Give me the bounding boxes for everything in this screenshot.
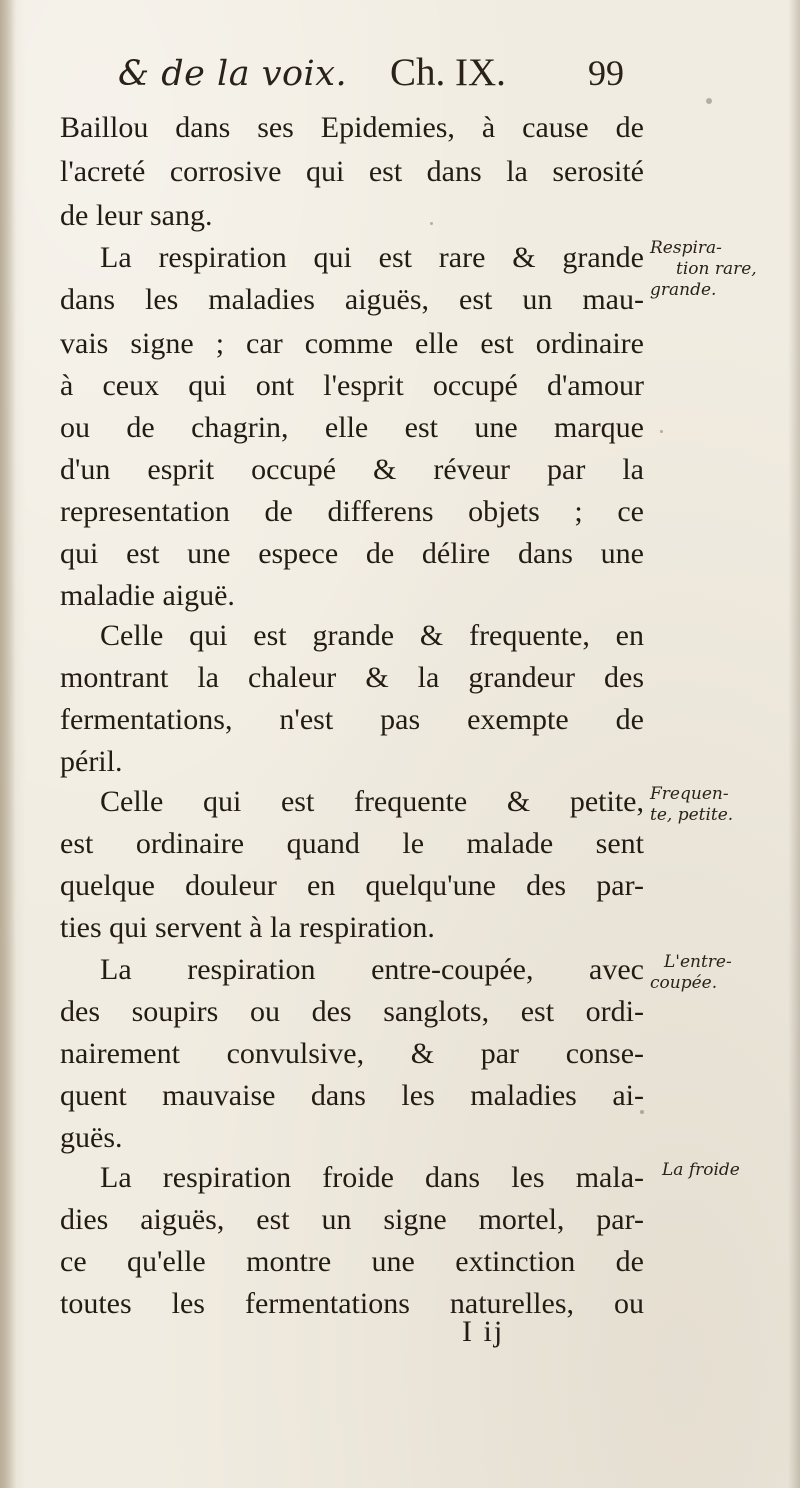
body-line: toutes les fermentations naturelles, ou xyxy=(60,1287,644,1320)
paper-speck xyxy=(430,222,433,225)
body-line: ties qui servent à la respiration. xyxy=(60,911,435,944)
paper-speck xyxy=(706,98,712,104)
body-line: guës. xyxy=(60,1121,123,1154)
marginal-note-entrecoupee xyxy=(650,952,770,994)
body-line: La respiration entre-coupée, avec xyxy=(100,953,644,986)
marginal-line: coupée. xyxy=(650,973,718,993)
body-line: nairement convulsive, & par conse- xyxy=(60,1037,644,1070)
body-line: La respiration qui est rare & grande xyxy=(100,241,644,274)
body-line: montrant la chaleur & la grandeur des xyxy=(60,661,644,694)
marginal-note-froide xyxy=(650,1160,770,1181)
marginal-line: L'entre- xyxy=(664,952,732,972)
body-line: dies aiguës, est un signe mortel, par- xyxy=(60,1203,644,1236)
body-line: quelque douleur en quelqu'une des par- xyxy=(60,869,644,902)
marginal-note-respiration xyxy=(650,238,770,301)
body-line: Celle qui est frequente & petite, xyxy=(100,785,644,818)
body-line: fermentations, n'est pas exempte de xyxy=(60,703,644,736)
marginal-line: La froide xyxy=(662,1160,740,1180)
body-line: des soupirs ou des sanglots, est ordi- xyxy=(60,995,644,1028)
body-line: à ceux qui ont l'esprit occupé d'amour xyxy=(60,369,644,402)
page-number: 99 xyxy=(588,53,624,93)
marginal-line: te, petite. xyxy=(650,805,734,825)
body-line: péril. xyxy=(60,745,123,778)
body-line: qui est une espece de délire dans une xyxy=(60,537,644,570)
marginal-line: Frequen- xyxy=(650,784,729,804)
body-line: Celle qui est grande & frequente, en xyxy=(100,619,644,652)
body-line: representation de differens objets ; ce xyxy=(60,495,644,528)
body-line: ou de chagrin, elle est une marque xyxy=(60,411,644,444)
marginal-note-frequente xyxy=(650,784,770,826)
body-line: d'un esprit occupé & réveur par la xyxy=(60,453,644,486)
body-line: est ordinaire quand le malade sent xyxy=(60,827,644,860)
marginal-line: Respira- xyxy=(650,238,722,258)
paper-speck xyxy=(640,1110,644,1114)
body-line: Baillou dans ses Epidemies, à cause de xyxy=(60,111,644,144)
marginal-line: grande. xyxy=(650,280,717,300)
marginal-line: tion rare, xyxy=(676,259,757,279)
body-line: de leur sang. xyxy=(60,199,213,232)
body-line: La respiration froide dans les mala- xyxy=(100,1161,644,1194)
body-line: dans les maladies aiguës, est un mau- xyxy=(60,283,644,316)
signature-mark: I ij xyxy=(462,1315,505,1348)
chapter-label: Ch. IX. xyxy=(390,51,506,94)
body-line: ce qu'elle montre une extinction de xyxy=(60,1245,644,1278)
running-head: & de la voix. xyxy=(118,54,348,94)
body-line: quent mauvaise dans les maladies ai- xyxy=(60,1079,644,1112)
paper-speck xyxy=(660,430,663,433)
body-line: vais signe ; car comme elle est ordinaire xyxy=(60,327,644,360)
body-line: l'acreté corrosive qui est dans la serosité xyxy=(60,155,644,188)
body-line: maladie aiguë. xyxy=(60,579,235,612)
